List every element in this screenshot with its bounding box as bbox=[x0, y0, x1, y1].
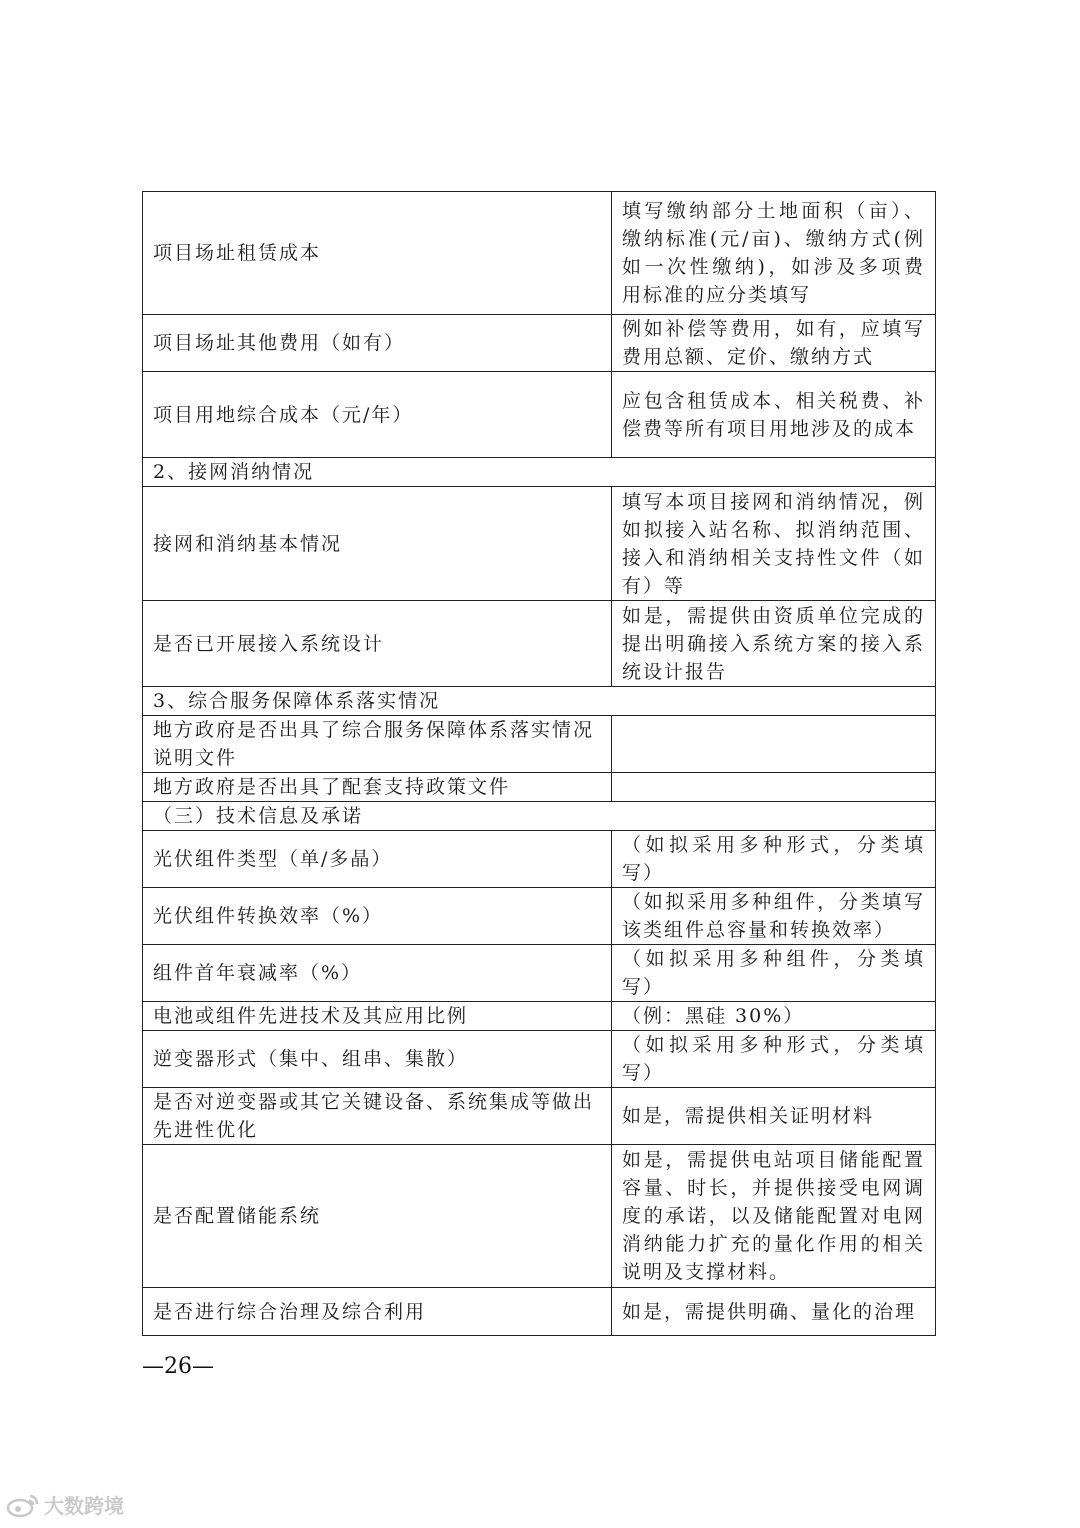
table-row bbox=[143, 1088, 936, 1145]
field-note: 填写缴纳部分土地面积（亩）、缴纳标准(元/亩)、缴纳方式(例如一次性缴纳)，如涉及多项费用标准的应分类填写 bbox=[612, 192, 936, 315]
section-header-row bbox=[143, 802, 936, 831]
watermark bbox=[6, 1490, 124, 1519]
field-note: （如拟采用多种形式，分类填写） bbox=[612, 831, 936, 888]
field-label: 逆变器形式（集中、组串、集散） bbox=[143, 1031, 612, 1088]
field-label: 组件首年衰减率（%） bbox=[143, 945, 612, 1002]
table-row bbox=[143, 888, 936, 945]
table-row bbox=[143, 372, 936, 458]
table-row bbox=[143, 1002, 936, 1031]
weibo-icon bbox=[6, 1492, 40, 1518]
field-note: 如是，需提供电站项目储能配置容量、时长，并提供接受电网调度的承诺，以及储能配置对电网消纳能力扩充的量化作用的相关说明及支撑材料。 bbox=[612, 1145, 936, 1288]
table-row bbox=[143, 716, 936, 773]
field-note: 例如补偿等费用，如有，应填写费用总额、定价、缴纳方式 bbox=[612, 315, 936, 372]
field-label: 是否已开展接入系统设计 bbox=[143, 601, 612, 687]
page-number: —26— bbox=[142, 1354, 214, 1379]
application-form-table bbox=[142, 191, 936, 1336]
table-row bbox=[143, 1145, 936, 1288]
field-note bbox=[612, 716, 936, 773]
table-row bbox=[143, 487, 936, 601]
table-row bbox=[143, 773, 936, 802]
field-label: 项目场址其他费用（如有） bbox=[143, 315, 612, 372]
field-label: 电池或组件先进技术及其应用比例 bbox=[143, 1002, 612, 1031]
field-label: 是否对逆变器或其它关键设备、系统集成等做出先进性优化 bbox=[143, 1088, 612, 1145]
field-label: 项目场址租赁成本 bbox=[143, 192, 612, 315]
field-label: 是否进行综合治理及综合利用 bbox=[143, 1288, 612, 1336]
field-note: 如是，需提供由资质单位完成的提出明确接入系统方案的接入系统设计报告 bbox=[612, 601, 936, 687]
field-note: 如是，需提供相关证明材料 bbox=[612, 1088, 936, 1145]
field-note bbox=[612, 773, 936, 802]
field-note: 如是，需提供明确、量化的治理 bbox=[612, 1288, 936, 1336]
section-title: 2、接网消纳情况 bbox=[143, 458, 936, 487]
field-label: 接网和消纳基本情况 bbox=[143, 487, 612, 601]
field-label: 光伏组件转换效率（%） bbox=[143, 888, 612, 945]
watermark-text: 大数跨境 bbox=[44, 1494, 124, 1518]
table-row bbox=[143, 1288, 936, 1336]
field-note: 填写本项目接网和消纳情况，例如拟接入站名称、拟消纳范围、接入和消纳相关支持性文件（如有）等 bbox=[612, 487, 936, 601]
section-title: （三）技术信息及承诺 bbox=[143, 802, 936, 831]
section-header-row bbox=[143, 458, 936, 487]
section-title: 3、综合服务保障体系落实情况 bbox=[143, 687, 936, 716]
field-label: 是否配置储能系统 bbox=[143, 1145, 612, 1288]
field-note: （如拟采用多种组件，分类填写该类组件总容量和转换效率） bbox=[612, 888, 936, 945]
field-note: （例：黑硅 30%） bbox=[612, 1002, 936, 1031]
table-row bbox=[143, 192, 936, 315]
field-label: 地方政府是否出具了配套支持政策文件 bbox=[143, 773, 612, 802]
field-label: 项目用地综合成本（元/年） bbox=[143, 372, 612, 458]
field-note: 应包含租赁成本、相关税费、补偿费等所有项目用地涉及的成本 bbox=[612, 372, 936, 458]
field-note: （如拟采用多种形式，分类填写） bbox=[612, 1031, 936, 1088]
field-label: 光伏组件类型（单/多晶） bbox=[143, 831, 612, 888]
table-row bbox=[143, 1031, 936, 1088]
table-row bbox=[143, 831, 936, 888]
form-table-body bbox=[143, 192, 936, 1336]
table-row bbox=[143, 601, 936, 687]
table-row bbox=[143, 315, 936, 372]
section-header-row bbox=[143, 687, 936, 716]
field-label: 地方政府是否出具了综合服务保障体系落实情况说明文件 bbox=[143, 716, 612, 773]
field-note: （如拟采用多种组件，分类填写） bbox=[612, 945, 936, 1002]
table-row bbox=[143, 945, 936, 1002]
